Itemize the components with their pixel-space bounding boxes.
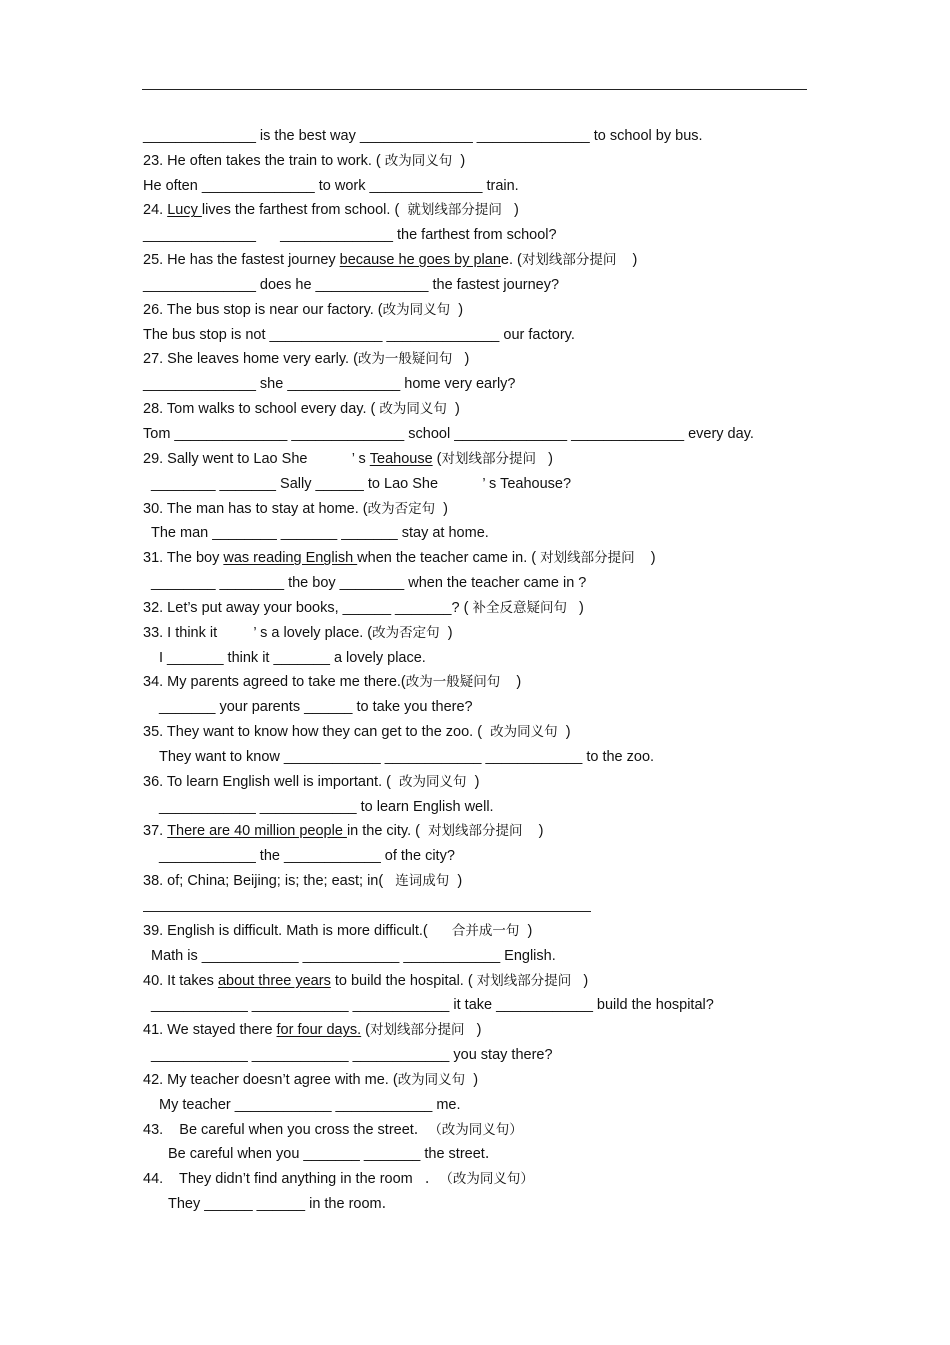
exercise-line: [143, 991, 813, 1016]
line-text: in the city. (: [346, 823, 429, 840]
exercise-line: [143, 1040, 813, 1065]
instruction-text: 对划线部分提问: [370, 1022, 465, 1039]
top-rule: [142, 89, 807, 90]
line-text: ): [452, 351, 470, 368]
line-text: _______ your parents ______ to take you there?: [159, 699, 473, 716]
line-text: 32. Let’s put away your books, ______ _______? (: [143, 599, 473, 616]
exercise-line: [143, 519, 813, 544]
underlined-text: Teahouse: [369, 450, 433, 467]
instruction-text: 改为否定句: [372, 624, 440, 641]
exercise-line: [143, 295, 813, 320]
line-text: Be careful when you _______ _______ the street．: [168, 1146, 500, 1163]
exercise-line: [143, 220, 813, 245]
exercise-line: [143, 1140, 813, 1165]
exercise-line: [143, 891, 813, 916]
underlined-text: Lucy: [167, 202, 202, 219]
line-text: ______________ she ______________ home very early?: [143, 376, 516, 393]
line-text: Tom ______________ ______________ school ______________ ______________ every day.: [143, 425, 754, 442]
exercise-line: [143, 1090, 813, 1115]
exercise-line: [143, 817, 813, 842]
line-text: ): [450, 301, 464, 318]
underlined-text: because he goes by plan: [339, 252, 501, 269]
line-text: ): [634, 550, 656, 567]
line-text: (: [432, 450, 442, 467]
line-text: ): [449, 873, 463, 890]
exercise-line: [143, 543, 813, 568]
exercise-line: [143, 916, 813, 941]
exercise-line: [143, 866, 813, 891]
underlined-text: for four days.: [276, 1022, 362, 1039]
line-text: 31. The boy: [143, 550, 224, 567]
line-text: Math is ____________ ____________ ____________ English.: [151, 947, 556, 964]
line-text: ): [522, 823, 544, 840]
exercise-line: [143, 1015, 813, 1040]
line-text: 29. Sally went to Lao She ’ s: [143, 450, 370, 467]
line-text: 27. She leaves home very early. (: [143, 351, 358, 368]
instruction-text: 改为同义句: [397, 1071, 466, 1088]
exercise-line: [143, 345, 813, 370]
line-text: The man ________ _______ _______ stay at home.: [151, 525, 489, 542]
exercise-line: [143, 717, 813, 742]
line-text: ): [500, 674, 522, 691]
line-text: ): [446, 401, 460, 418]
line-text: ____________ the ____________ of the city?: [159, 848, 455, 865]
instruction-text: 改为同义句: [382, 301, 451, 318]
line-text: 42. My teacher doesn’t agree with me. (: [143, 1071, 398, 1088]
instruction-text: 对划线部分提问: [521, 252, 617, 269]
instruction-text: 改为一般疑问句: [357, 351, 453, 368]
line-text: (: [361, 1022, 371, 1039]
exercise-line: [143, 146, 813, 171]
line-text: to build the hospital. (: [330, 972, 477, 989]
underlined-text: was reading English: [223, 550, 358, 567]
line-text: ): [566, 599, 584, 616]
line-text: 40. It takes: [143, 972, 218, 989]
exercise-line: [143, 941, 813, 966]
line-text: 25. He has the fastest journey: [143, 252, 340, 269]
exercise-line: [143, 245, 813, 270]
exercise-line: [143, 394, 813, 419]
exercise-line: [143, 469, 813, 494]
exercise-line: [143, 369, 813, 394]
instruction-text: 合并成一句: [451, 922, 520, 939]
line-text: ________ ________ the boy ________ when the teacher came in ?: [151, 575, 587, 592]
exercise-line: [143, 1189, 813, 1214]
exercise-line: [143, 1115, 813, 1140]
line-text: ____________ ____________ to learn English well.: [159, 798, 494, 815]
line-text: 33. I think it ’ s a lovely place. (: [143, 624, 373, 641]
line-text: e. (: [500, 252, 522, 269]
line-text: lives the farthest from school. (: [201, 202, 408, 219]
instruction-text: 补全反意疑问句: [472, 599, 567, 616]
exercise-line: [143, 419, 813, 444]
line-text: 34. My parents agreed to take me there.(: [143, 674, 406, 691]
instruction-text: （改为同义句）: [428, 1121, 523, 1138]
line-text: The bus stop is not ______________ ______________ our factory.: [143, 326, 575, 343]
line-text: 30. The man has to stay at home. (: [143, 500, 368, 517]
instruction-text: 对划线部分提问: [540, 550, 635, 567]
exercise-line: [143, 643, 813, 668]
instruction-text: 改为同义句: [399, 773, 467, 790]
line-text: ______________ does he ______________ the fastest journey?: [143, 276, 560, 293]
answer-rule: [143, 911, 591, 912]
line-text: 41. We stayed there: [143, 1022, 277, 1039]
exercise-line: [143, 121, 813, 146]
line-text: ): [616, 252, 638, 269]
instruction-text: （改为同义句）: [439, 1171, 534, 1188]
line-text: ): [571, 972, 589, 989]
exercise-line: [143, 320, 813, 345]
line-text: They want to know ____________ ____________ ____________ to the zoo.: [159, 748, 655, 765]
line-text: ________ _______ Sally ______ to Lao She ’ s Teahouse?: [151, 475, 572, 492]
line-text: ______________ ______________ the farthest from school?: [143, 227, 557, 244]
line-text: 24.: [143, 202, 168, 219]
exercise-line: [143, 742, 813, 767]
exercise-line: [143, 593, 813, 618]
line-text: 38. of; China; Beijing; is; the; east; in(: [143, 873, 396, 890]
line-text: ): [465, 1071, 479, 1088]
line-text: ): [452, 152, 466, 169]
line-text: 23. He often takes the train to work. (: [143, 152, 385, 169]
line-text: when the teacher came in. (: [357, 550, 541, 567]
instruction-text: 改为一般疑问句: [405, 674, 501, 691]
exercise-line: [143, 568, 813, 593]
instruction-text: 就划线部分提问: [407, 202, 502, 219]
line-text: ): [466, 773, 480, 790]
exercise-line: [143, 692, 813, 717]
line-text: ): [435, 500, 448, 517]
line-text: I _______ think it _______ a lovely place.: [159, 649, 426, 666]
instruction-text: 改为否定句: [367, 500, 436, 517]
exercise-line: [143, 767, 813, 792]
line-text: My teacher ____________ ____________ me.: [159, 1096, 461, 1113]
exercise-line: [143, 841, 813, 866]
exercise-line: [143, 618, 813, 643]
instruction-text: 对划线部分提问: [476, 972, 572, 989]
exercise-line: [143, 270, 813, 295]
line-text: ): [439, 624, 453, 641]
line-text: ): [519, 922, 533, 939]
line-text: 43. Be careful when you cross the street．: [143, 1121, 429, 1138]
exercise-line: [143, 668, 813, 693]
line-text: ______________ is the best way ______________ ______________ to school by bus.: [143, 127, 703, 144]
line-text: 44. They didn’t find anything in the room ．: [143, 1171, 440, 1188]
line-text: 36. To learn English well is important. (: [143, 773, 400, 790]
exercise-lines: [143, 121, 813, 1214]
line-text: He often ______________ to work ______________ train.: [143, 177, 519, 194]
line-text: 26. The bus stop is near our factory. (: [143, 301, 383, 318]
line-text: ____________ ____________ ____________ it take ____________ build the hospital?: [151, 997, 714, 1014]
line-text: They ______ ______ in the room．: [168, 1196, 397, 1213]
instruction-text: 对划线部分提问: [428, 823, 523, 840]
instruction-text: 连词成句: [395, 873, 450, 890]
underlined-text: about three years: [217, 972, 331, 989]
instruction-text: 对划线部分提问: [441, 450, 536, 467]
line-text: 28. Tom walks to school every day. (: [143, 401, 380, 418]
line-text: 39. English is difficult. Math is more difficult.(: [143, 922, 452, 939]
exercise-line: [143, 494, 813, 519]
exercise-line: [143, 444, 813, 469]
line-text: ): [501, 202, 519, 219]
line-text: ____________ ____________ ____________ you stay there?: [151, 1047, 553, 1064]
exercise-line: [143, 792, 813, 817]
exercise-line: [143, 1065, 813, 1090]
exercise-line: [143, 196, 813, 221]
underlined-text: There are 40 million people: [167, 823, 347, 840]
line-text: ): [557, 724, 571, 741]
line-text: ): [464, 1022, 482, 1039]
exercise-line: [143, 171, 813, 196]
instruction-text: 改为同义句: [379, 401, 447, 418]
line-text: 35. They want to know how they can get to the zoo. (: [143, 724, 491, 741]
exercise-line: [143, 1164, 813, 1189]
exercise-line: [143, 966, 813, 991]
line-text: 37.: [143, 823, 168, 840]
line-text: ): [536, 450, 553, 467]
instruction-text: 改为同义句: [490, 724, 558, 741]
instruction-text: 改为同义句: [384, 152, 453, 169]
